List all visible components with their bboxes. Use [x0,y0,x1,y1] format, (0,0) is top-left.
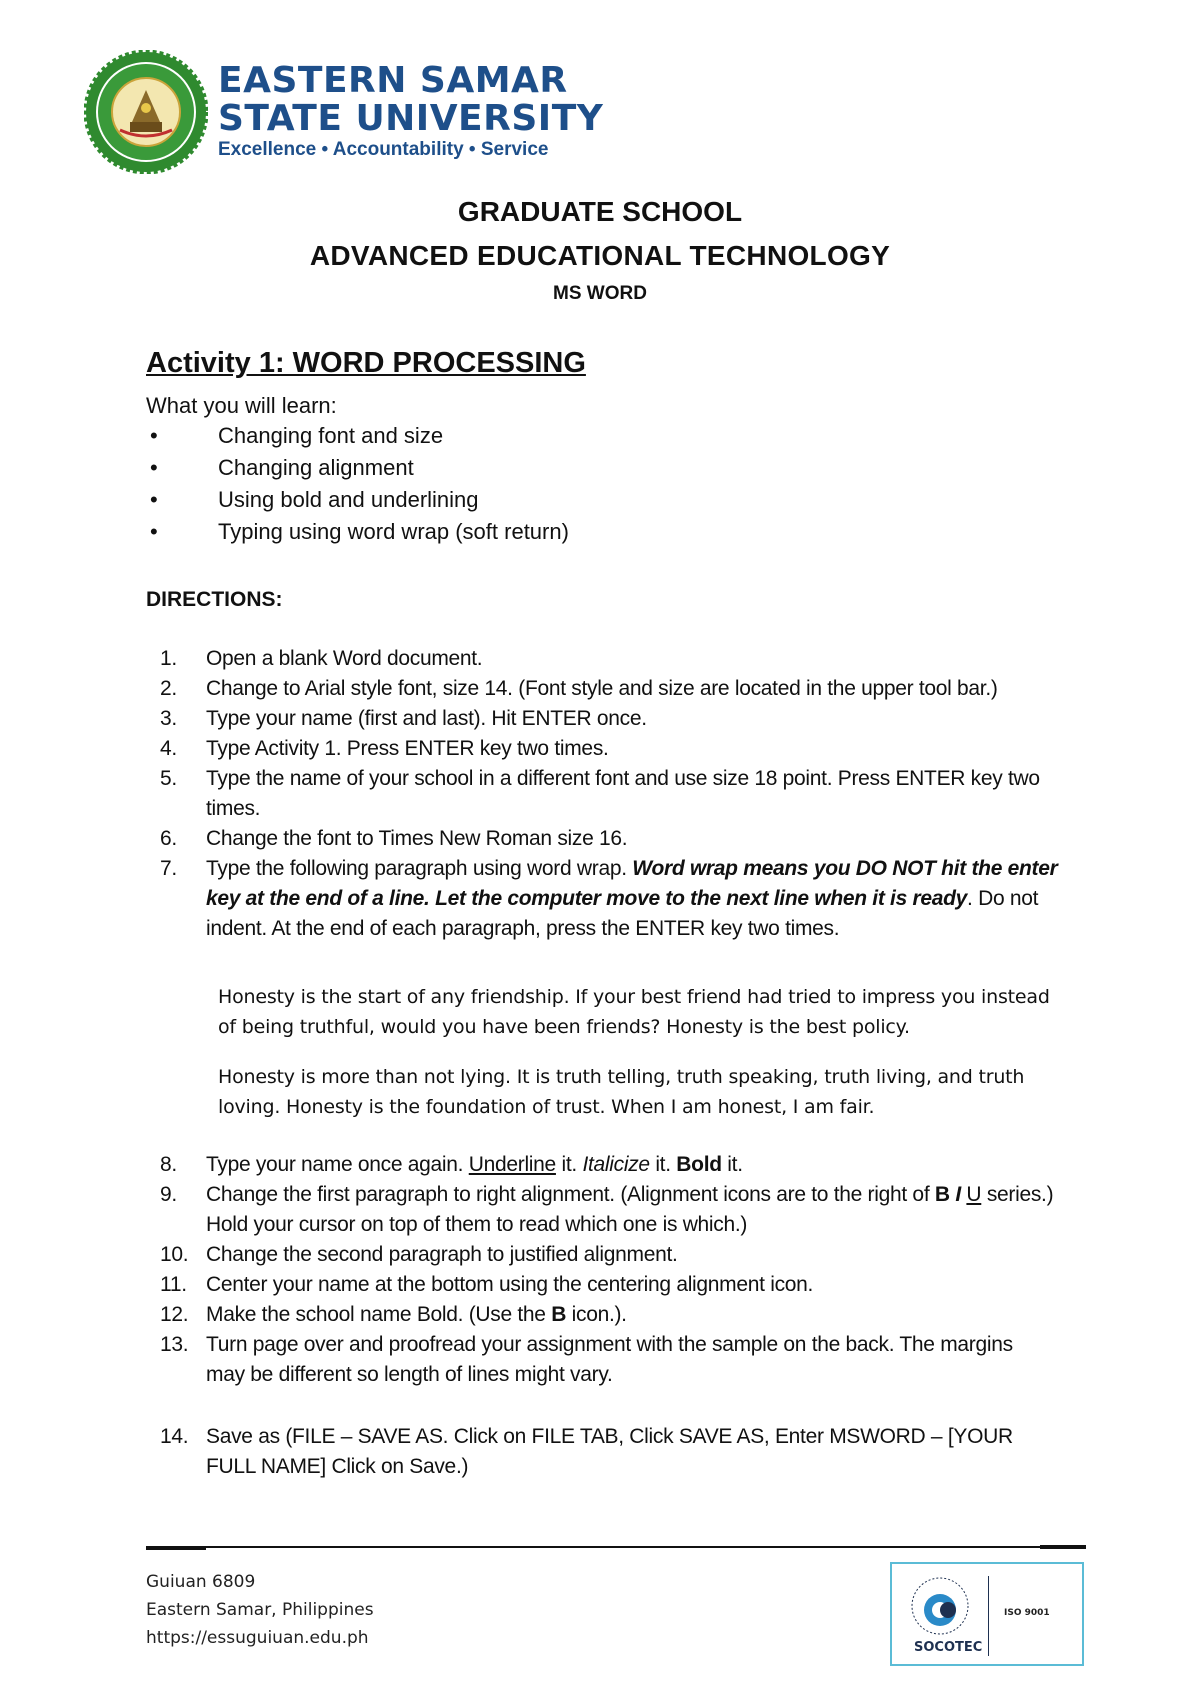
step-number: 6. [160,827,177,850]
step-text: Type Activity 1. Press ENTER key two times. [206,737,609,760]
step-text-emphasis: Word wrap means you DO NOT hit the enter key at the end of a line. Let the computer move to the next line when it is ready [206,857,1058,910]
italic-word: Italicize [582,1153,650,1176]
bullet-icon: • [150,455,158,480]
bullet-icon: • [150,519,158,544]
bullet-icon: • [150,487,158,512]
directions-list-part2 [160,1150,1060,1390]
footer-divider-accent-left [146,1546,206,1550]
step-11 [160,1270,1060,1300]
underline-letter: U [966,1183,982,1206]
footer-divider [146,1546,1086,1548]
badge-divider [988,1576,989,1656]
learning-objectives-list [146,420,569,548]
graduate-school-title: GRADUATE SCHOOL [457,196,743,227]
step-number: 14. [160,1425,189,1448]
list-item [146,420,569,452]
underlined-word: Underline [468,1153,556,1176]
sample-paragraph-2: Honesty is more than not lying. It is truth telling, truth speaking, truth living, and truth loving. Honesty is the foundation of trust. When I am honest, I am fair. [218,1066,1025,1118]
step-text: Change the font to Times New Roman size 16. [206,827,628,850]
course-title: ADVANCED EDUCATIONAL TECHNOLOGY [309,240,891,271]
list-item-text: Changing alignment [218,455,414,480]
step-number: 12. [160,1303,189,1326]
iso-certification-badge [890,1562,1084,1666]
university-tagline: Excellence • Accountability • Service [218,139,549,160]
step-number: 3. [160,707,177,730]
step-text: Turn page over and proofread your assignment with the sample on the back. The margins may be different so length of lines might vary. [206,1333,1013,1386]
step-text: Type the following paragraph using word wrap. [206,857,633,880]
italic-letter: I [955,1183,961,1206]
step-12 [160,1300,1060,1330]
directions-list-part1 [160,644,1060,944]
list-item-text: Using bold and underlining [218,487,479,512]
bold-letter: B [934,1183,950,1206]
step-7 [160,854,1086,944]
cert-body-name: SOCOTEC [914,1640,983,1655]
step-2 [160,674,1060,704]
step-number: 1. [160,647,177,670]
socotec-logo-icon [900,1570,980,1638]
list-item [146,452,569,484]
step-13 [160,1330,1046,1390]
step-number: 5. [160,767,177,790]
step-1 [160,644,1060,674]
activity-title: Activity 1: WORD PROCESSING [146,347,586,379]
step-number: 4. [160,737,177,760]
step-text: Open a blank Word document. [206,647,483,670]
cert-standard: ISO 9001 [1004,1608,1050,1618]
step-text: Type the name of your school in a different font and use size 18 point. Press ENTER key two times. [206,767,1040,820]
step-text: series.) Hold your cursor on top of them to read which one is which.) [206,1183,1054,1236]
topic-title: MS WORD [553,283,647,304]
sample-paragraph-1: Honesty is the start of any friendship. If your best friend had tried to impress you instead of being truthful, would you have been friends? Honesty is the best policy. [218,986,1050,1038]
bold-word: Bold [676,1153,722,1176]
step-8 [160,1150,1060,1180]
step-9 [160,1180,1086,1240]
step-number: 8. [160,1153,177,1176]
footer-divider-accent-right [1040,1545,1086,1549]
list-item [146,484,569,516]
step-text: Type your name once again. [206,1153,469,1176]
step-number: 2. [160,677,177,700]
step-4 [160,734,1060,764]
list-item-text: Changing font and size [218,423,444,448]
learn-intro: What you will learn: [146,393,337,418]
step-text: Type your name (first and last). Hit ENTER once. [206,707,647,730]
step-number: 9. [160,1183,177,1206]
step-text: it. [721,1153,743,1176]
directions-list-part3 [160,1422,1060,1482]
step-text: Make the school name Bold. (Use the [206,1303,552,1326]
step-number: 10. [160,1243,189,1266]
step-text: it. [555,1153,583,1176]
step-text: it. [649,1153,677,1176]
step-text: Change the second paragraph to justified alignment. [206,1243,678,1266]
step-6 [160,824,1060,854]
step-text: Center your name at the bottom using the centering alignment icon. [206,1273,814,1296]
university-name-line2: STATE UNIVERSITY [218,98,604,139]
step-number: 7. [160,857,177,880]
step-text: Change the first paragraph to right alignment. (Alignment icons are to the right of [206,1183,935,1206]
step-text: Change to Arial style font, size 14. (Font style and size are located in the upper tool bar.) [206,677,998,700]
website-link[interactable]: https://essuguiuan.edu.ph [146,1628,369,1648]
step-number: 13. [160,1333,189,1356]
bullet-icon: • [150,423,158,448]
footer-address [146,1568,374,1652]
university-seal-logo [84,50,208,174]
list-item [146,516,569,548]
address-line-2: Eastern Samar, Philippines [146,1600,374,1620]
step-text: icon.). [566,1303,627,1326]
university-name-line1: EASTERN SAMAR [218,60,568,101]
step-number: 11. [160,1273,187,1296]
address-line-1: Guiuan 6809 [146,1572,256,1592]
step-3 [160,704,1060,734]
step-text: . Do not indent. At the end of each paragraph, press the ENTER key two times. [206,887,1039,940]
step-text: Save as (FILE – SAVE AS. Click on FILE TAB, Click SAVE AS, Enter MSWORD – [YOUR FULL NAME] Click on Save.) [206,1425,1013,1478]
list-item-text: Typing using word wrap (soft return) [218,519,569,544]
directions-heading: DIRECTIONS: [146,588,283,611]
bold-letter: B [551,1303,567,1326]
university-name [218,62,603,138]
step-10 [160,1240,1060,1270]
step-14 [160,1422,1066,1482]
step-5 [160,764,1086,824]
